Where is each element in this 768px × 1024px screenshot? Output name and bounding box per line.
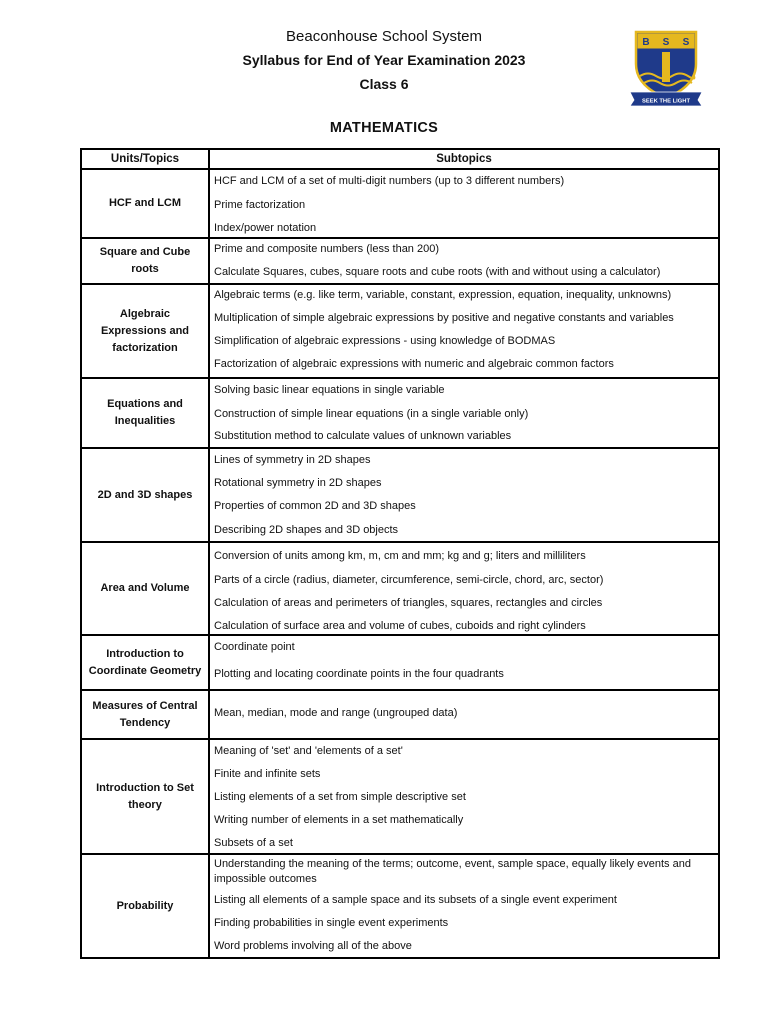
subtopic-item: Rotational symmetry in 2D shapes [214, 477, 382, 489]
subtopic-item: Subsets of a set [214, 837, 293, 849]
unit-topic: Area and Volume [82, 543, 210, 634]
unit-topic: Algebraic Expressions and factorization [82, 285, 210, 377]
subtopic-item: Plotting and locating coordinate points in the four quadrants [214, 668, 504, 680]
subtopic-item: Conversion of units among km, m, cm and mm; kg and g; liters and milliliters [214, 550, 586, 562]
subtopic-list [212, 636, 718, 689]
subtopic-list [212, 379, 718, 447]
subtopic-item: Multiplication of simple algebraic expressions by positive and negative constants and variables [214, 312, 674, 324]
subject-title: MATHEMATICS [329, 120, 439, 136]
table-row [82, 691, 718, 740]
subtopic-item: Prime factorization [214, 199, 306, 211]
subtopic-item: Factorization of algebraic expressions with numeric and algebraic common factors [214, 358, 614, 370]
subtopic-item: Understanding the meaning of the terms; outcome, event, sample space, equally likely events and impossible outcomes [214, 858, 691, 885]
subtopic-list [212, 170, 718, 237]
table-row [82, 543, 718, 636]
subtopic-item: Construction of simple linear equations (in a single variable only) [214, 408, 529, 420]
subtopic-item: Listing all elements of a sample space and its subsets of a single event experiment [214, 894, 617, 906]
subtopic-item: Writing number of elements in a set mathematically [214, 814, 464, 826]
subtopic-list [212, 543, 718, 634]
unit-topic: 2D and 3D shapes [82, 449, 210, 541]
table-row [82, 855, 718, 957]
subtopic-item: Index/power notation [214, 222, 317, 234]
subtopic-item: Calculation of areas and perimeters of triangles, squares, rectangles and circles [214, 597, 603, 609]
table-row [82, 740, 718, 855]
subtopic-item: Algebraic terms (e.g. like term, variable, constant, expression, equation, inequality, unknowns) [214, 289, 672, 301]
subtopic-list [212, 691, 718, 738]
subtopic-item: Substitution method to calculate values of unknown variables [214, 430, 512, 442]
subtopic-item: Finite and infinite sets [214, 768, 321, 780]
subtopic-item: Mean, median, mode and range (ungrouped data) [214, 707, 458, 719]
subtopic-item: HCF and LCM of a set of multi-digit numbers (up to 3 different numbers) [214, 175, 565, 187]
table-row [82, 170, 718, 239]
subtopic-item: Calculation of surface area and volume of cubes, cuboids and right cylinders [214, 620, 586, 632]
unit-topic: Equations and Inequalities [82, 379, 210, 447]
subtopic-list [212, 740, 718, 853]
unit-topic: Introduction to Set theory [82, 740, 210, 853]
subtopic-item: Lines of symmetry in 2D shapes [214, 454, 371, 466]
subtopic-item: Calculate Squares, cubes, square roots and cube roots (with and without using a calculator) [214, 266, 661, 278]
header-subtopics: Subtopics [436, 153, 492, 165]
table-row [82, 285, 718, 379]
table-row [82, 379, 718, 449]
unit-topic: Probability [82, 855, 210, 957]
syllabus-table [80, 148, 720, 959]
subtopic-list [212, 239, 718, 283]
school-crest-logo [626, 26, 706, 106]
unit-topic: Introduction to Coordinate Geometry [82, 636, 210, 689]
unit-topic: HCF and LCM [82, 170, 210, 237]
subtopic-item: Properties of common 2D and 3D shapes [214, 500, 416, 512]
subtopic-list [212, 855, 718, 957]
table-row [82, 449, 718, 543]
subtopic-item: Prime and composite numbers (less than 200) [214, 243, 439, 255]
unit-topic: Square and Cube roots [82, 239, 210, 283]
subtopic-item: Meaning of 'set' and 'elements of a set' [214, 745, 403, 757]
table-row [82, 239, 718, 285]
subtopic-item: Coordinate point [214, 641, 295, 653]
subtopic-item: Word problems involving all of the above [214, 940, 412, 952]
exam-title: Syllabus for End of Year Examination 2023 [242, 52, 526, 68]
subtopic-item: Describing 2D shapes and 3D objects [214, 524, 399, 536]
school-name: Beaconhouse School System [286, 28, 482, 45]
table-header-row [82, 150, 718, 170]
table-row [82, 636, 718, 691]
subtopic-item: Parts of a circle (radius, diameter, circumference, semi-circle, chord, arc, sector) [214, 574, 604, 586]
subtopic-item: Simplification of algebraic expressions - using knowledge of BODMAS [214, 335, 556, 347]
unit-topic: Measures of Central Tendency [82, 691, 210, 738]
crest-initial-middle: S [662, 37, 670, 48]
subtopic-item: Solving basic linear equations in single variable [214, 384, 445, 396]
subtopic-item: Listing elements of a set from simple descriptive set [214, 791, 466, 803]
crest-initial-right: S [682, 37, 690, 48]
subtopic-list [212, 285, 718, 377]
crest-initial-left: B [642, 37, 650, 48]
class-label: Class 6 [359, 76, 409, 92]
header-units-topics: Units/Topics [82, 150, 210, 168]
crest-motto: SEEK THE LIGHT [642, 98, 690, 105]
subtopic-list [212, 449, 718, 541]
subtopic-item: Finding probabilities in single event experiments [214, 917, 449, 929]
